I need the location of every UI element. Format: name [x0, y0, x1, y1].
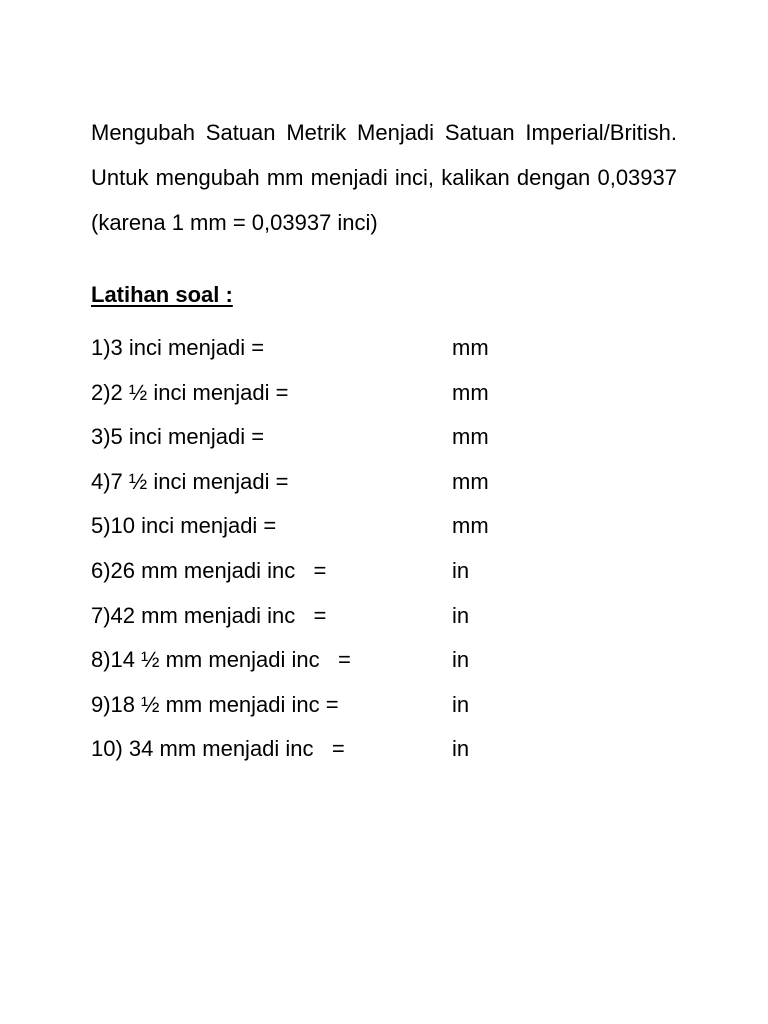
answer-unit: in	[452, 736, 470, 762]
question-item	[91, 689, 611, 734]
question-item	[91, 377, 611, 422]
question-text: 2)2 ½ inci menjadi =	[91, 379, 289, 405]
question-text: 5)10 inci menjadi =	[91, 513, 277, 539]
answer-unit: mm	[452, 468, 489, 494]
question-item	[91, 733, 611, 778]
intro-paragraph: Mengubah Satuan Metrik Menjadi Satuan Imperial/British. Untuk mengubah mm menjadi inci, kalikan dengan 0,03937 (karena 1 mm = 0,03937 inci)	[91, 120, 677, 235]
answer-unit: in	[452, 691, 470, 717]
question-item	[91, 555, 611, 600]
answer-unit: in	[452, 647, 470, 673]
question-text: 7)42 mm menjadi inc =	[91, 602, 327, 628]
question-text: 10) 34 mm menjadi inc =	[91, 736, 345, 762]
answer-unit: in	[452, 557, 470, 583]
question-item	[91, 510, 611, 555]
question-text: 6)26 mm menjadi inc =	[91, 557, 327, 583]
question-text: 3)5 inci menjadi =	[91, 424, 265, 450]
question-item	[91, 332, 611, 377]
answer-unit: in	[452, 602, 470, 628]
question-item	[91, 421, 611, 466]
answer-unit: mm	[452, 379, 489, 405]
answer-unit: mm	[452, 513, 489, 539]
answer-unit: mm	[452, 424, 489, 450]
question-item	[91, 600, 611, 645]
question-list	[91, 332, 611, 778]
question-text: 8)14 ½ mm menjadi inc =	[91, 647, 351, 673]
exercise-heading: Latihan soal :	[91, 282, 233, 307]
question-text: 4)7 ½ inci menjadi =	[91, 468, 289, 494]
question-item	[91, 644, 611, 689]
question-item	[91, 466, 611, 511]
answer-unit: mm	[452, 335, 489, 360]
question-text: 1)3 inci menjadi =	[91, 335, 265, 360]
question-text: 9)18 ½ mm menjadi inc =	[91, 691, 339, 717]
